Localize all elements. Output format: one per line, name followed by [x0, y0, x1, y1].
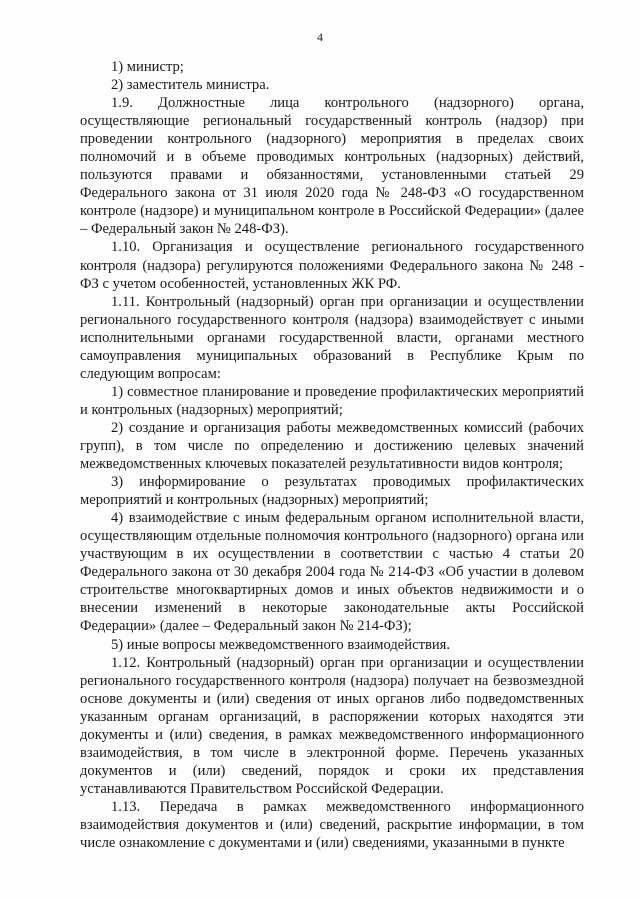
list-item-2: 2) создание и организация работы межведомственных комиссий (рабочих групп), в том числе по определению и достижению целевых значений межведомственных ключевых показателей результативности видов контроля;: [80, 419, 584, 473]
list-item-1: 1) совместное планирование и проведение профилактических мероприятий и контрольных (надзорных) мероприятий;: [80, 383, 584, 418]
list-item-5: 5) иные вопросы межведомственного взаимодействия.: [111, 636, 451, 653]
paragraph-1-12: 1.12. Контрольный (надзорный) орган при организации и осуществлении регионального государственного контроля (надзора) получает на безвозмездной основе документы и (или) сведения от иных органов либо подведомственных указанным органам организаций, в распоряжении которых находятся эти документы и (или) сведения, в рамках межведомственного информационного взаимодействия, в том числе в электронной форме. Перечень указанных документов и (или) сведений, порядок и сроки их представления устанавливаются Правительством Российской Федерации.: [80, 654, 584, 797]
paragraph-1-10: 1.10. Организация и осуществление регионального государственного контроля (надзора) регулируются положениями Федерального закона № 248 - ФЗ с учетом особенностей, установленных ЖК РФ.: [80, 239, 584, 292]
list-item-minister: 1) министр;: [111, 59, 184, 75]
paragraph-1-13: 1.13. Передача в рамках межведомственного информационного взаимодействия документов и (или) сведений, раскрытие информации, в том числе ознакомление с документами и (или) сведениями, указанными в пункте: [80, 798, 584, 852]
document-body: [80, 58, 584, 852]
list-item-deputy-minister: 2) заместитель министра.: [111, 77, 270, 94]
list-item-3: 3) информирование о результатах проводимых профилактических мероприятий и контрольных (надзорных) мероприятий;: [80, 474, 584, 509]
paragraph-1-11: 1.11. Контрольный (надзорный) орган при организации и осуществлении регионального государственного контроля (надзора) взаимодействует с иными исполнительными органами государственной власти, органами местного самоуправления муниципальных образований в Республике Крым по следующим вопросам:: [80, 293, 584, 382]
paragraph-1-9: 1.9. Должностные лица контрольного (надзорного) органа, осуществляющие региональный государственный контроль (надзор) при проведении контрольного (надзорного) мероприятия в пределах своих полномочий и в объеме проводимых контрольных (надзорных) действий, пользуются правами и обязанностями, установленными статьей 29 Федерального закона от 31 июля 2020 года № 248-ФЗ «О государственном контроле (надзоре) и муниципальном контроле в Российской Федерации» (далее – Федеральный закон № 248-ФЗ).: [80, 95, 584, 238]
page-number: 4: [317, 30, 323, 44]
list-item-4: 4) взаимодействие с иным федеральным органом исполнительной власти, осуществляющим отдельные полномочия контрольного (надзорного) органа или участвующим в их осуществлении в соответствии с частью 4 статьи 20 Федерального закона от 30 декабря 2004 года № 214-ФЗ «Об участии в долевом строительстве многоквартирных домов и иных объектов недвижимости и о внесении изменений в некоторые законодательные акты Российской Федерации» (далее – Федеральный закон № 214-ФЗ);: [80, 510, 584, 635]
